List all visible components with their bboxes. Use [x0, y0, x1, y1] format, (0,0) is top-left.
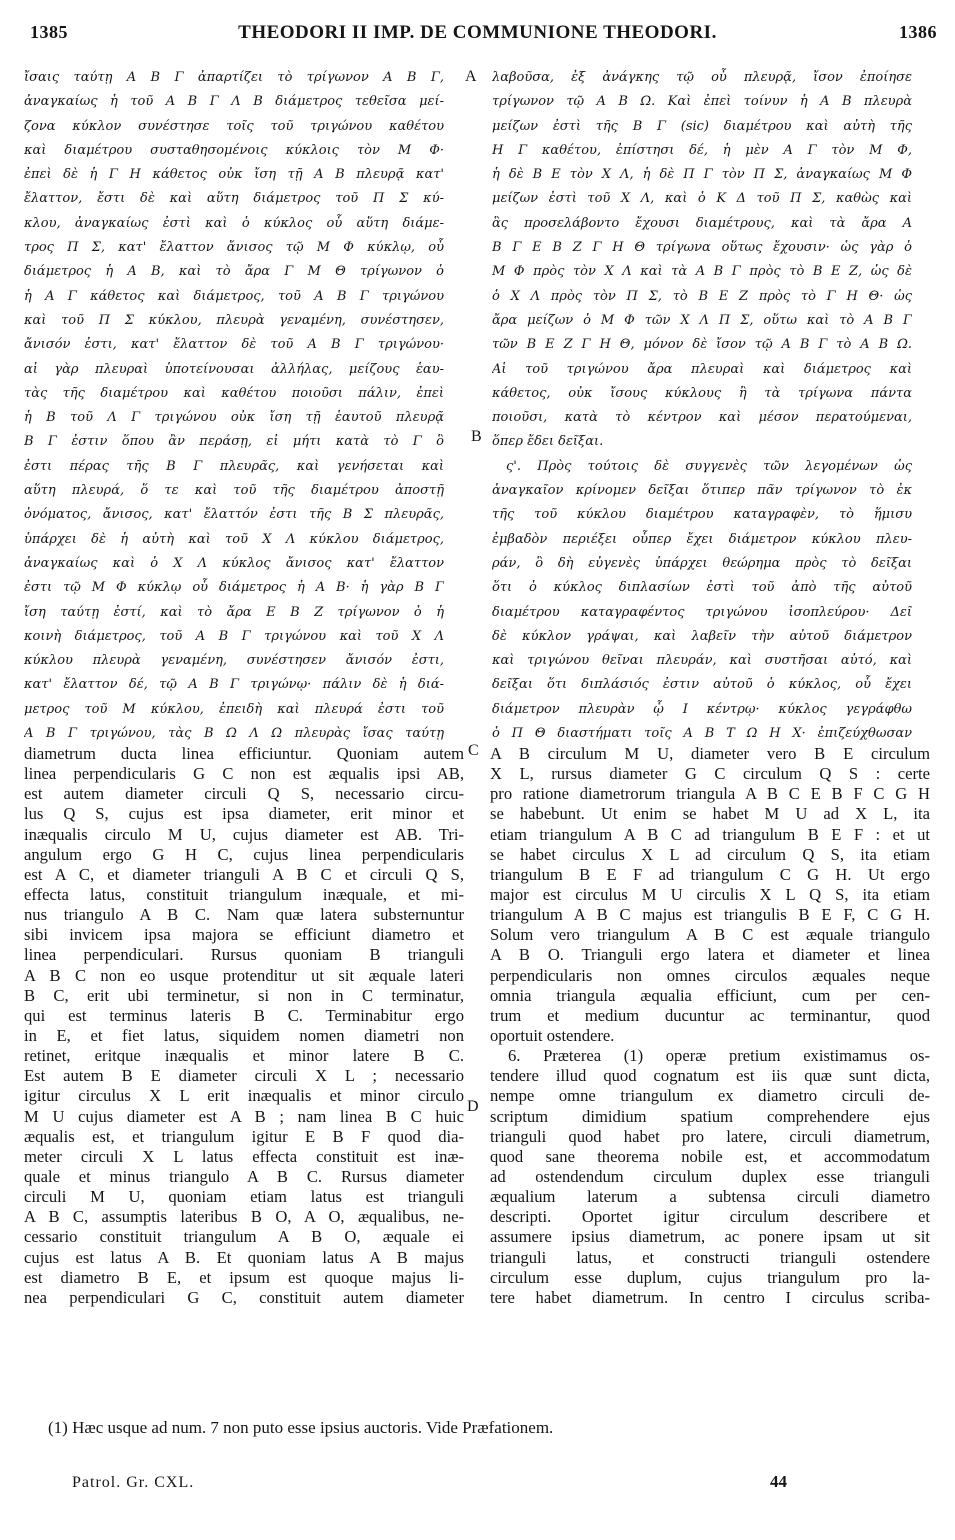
text-line: omnia triangula æqualia efficiunt, cum per cen-: [490, 985, 930, 1005]
text-line: τὰς τῆς διαμέτρου καὶ καθέτου ποιοῦσι πάλιν, ἐπεὶ: [24, 385, 444, 401]
text-line: sibi invicem ipsa majora se efficiunt diametro et: [24, 925, 464, 945]
text-line: B C, erit ubi terminetur, si non in C terminatur,: [24, 985, 464, 1005]
text-line: μείζων ἐστὶ τοῦ Χ Λ, καὶ ὁ Κ Δ τοῦ Π Σ, καθὼς καὶ: [492, 191, 912, 207]
text-line: μείζων ἐστὶ τῆς Β Γ (sic) διαμέτρου καὶ αὐτὴ τῆς: [492, 118, 912, 134]
text-line: tendere illud quod cognatum est iis quæ sunt dicta,: [490, 1066, 930, 1086]
text-line: ς'. Πρὸς τούτοις δὲ συγγενὲς τῶν λεγομένων ὡς: [506, 458, 912, 474]
text-line: ἃς προσελάβοντο ἔχουσι διαμέτρους, καὶ τὰ ἄρα Α: [492, 215, 912, 231]
text-line: æqualis est, et triangulum igitur E B F quod dia-: [24, 1126, 464, 1146]
running-header: [0, 22, 955, 52]
text-line: ὅτι ὁ κύκλος διπλασίων ἐστὶ τοῦ ἀπὸ τῆς αὐτοῦ: [492, 580, 912, 596]
greek-text-left-column: [24, 66, 444, 746]
text-line: est diametro B E, et ipsum est quoque majus li-: [24, 1267, 464, 1287]
text-line: ὑπάρχει δὲ ἡ αὐτὴ καὶ τοῦ Χ Λ κύκλου διάμετρος,: [24, 531, 444, 547]
text-line: assumere ipsius diametrum, ac ponere ipsam ut sit: [490, 1227, 930, 1247]
text-line: ἀναγκαίως καὶ ὁ Χ Λ κύκλος ἄνισος κατ' ἔλαττον: [24, 555, 444, 571]
text-line: perpendicularis non omnes circulos æquales neque: [490, 965, 930, 985]
text-line: ἐστι τῷ Μ Φ κύκλῳ οὗ διάμετρος ἡ Α Β· ἡ γὰρ Β Γ: [24, 580, 444, 596]
greek-text-right-column: [492, 66, 912, 746]
text-line: A B C, assumptis lateribus B O, A O, æqualibus, ne-: [24, 1207, 464, 1227]
text-line: quale et minus triangulo A B C. Rursus diameter: [24, 1166, 464, 1186]
text-line: καὶ τριγώνου θεῖναι πλευράν, καὶ συστῆσαι αὐτό, καὶ: [492, 653, 912, 669]
footer-sheet-number: 44: [770, 1472, 787, 1491]
text-line: ἐπεὶ δὲ ἡ Γ Η κάθετος οὐκ ἴση τῇ Α Β πλευρᾷ κατ': [24, 167, 444, 183]
text-line: κλου, ἀναγκαίως ἐστὶ καὶ ὁ κύκλος οὗ αὕτη διάμε-: [24, 215, 444, 231]
text-line: M U cujus diameter est A B ; nam linea B C huic: [24, 1106, 464, 1126]
text-line: A B C non eo usque protenditur ut sit æquale lateri: [24, 965, 464, 985]
text-line: ἀναγκαῖον κρίνομεν δεῖξαι ὅτιπερ πᾶν τρίγωνον τὸ ἐκ: [492, 483, 912, 499]
text-line: λαβοῦσα, ἐξ ἀνάγκης τῷ οὖ πλευρᾷ, ἴσον ἐποίησε: [492, 70, 912, 85]
text-line: trianguli quod habet pro latere, circuli diametrum,: [490, 1126, 930, 1146]
text-line: nempe omne triangulum ex diametro circuli de-: [490, 1086, 930, 1106]
latin-text-right-column: [490, 744, 930, 1308]
text-line: lus Q S, cujus est ipsa diameter, erit minor et: [24, 804, 464, 824]
text-line: est autem diameter circuli Q S, necessario circu-: [24, 784, 464, 804]
text-line: pro ratione diametrorum triangula A B C E B F C G H: [490, 784, 930, 804]
latin-text-left-column: [24, 744, 464, 1308]
text-line: meter circuli X L latus effecta constituit est inæ-: [24, 1146, 464, 1166]
text-line: se habet circulus X L ad circulum Q S, ita etiam: [490, 844, 930, 864]
text-line: major est circulus M U circulis X L Q S, ita etiam: [490, 884, 930, 904]
text-line: δεῖξαι ὅτι διπλάσιός ἐστιν αὐτοῦ ὁ κύκλος, οὗ ἔχει: [492, 677, 912, 693]
text-line: ράν, ὃ δὴ εὐγενὲς ὑπάρχει θεώρημα πρὸς τὸ δεῖξαι: [492, 555, 912, 571]
text-line: ὀνόματος, ἄνισος, κατ' ἔλαττόν ἐστι τῆς Β Σ πλευρᾶς,: [24, 507, 444, 523]
text-line: ἔλαττον, ἔστι δὲ καὶ αὕτη διάμετρος τοῦ Π Σ κύ-: [24, 191, 444, 207]
margin-marker-b: B: [471, 428, 482, 445]
margin-marker-c: C: [468, 742, 479, 759]
text-line: diametrum ducta linea efficiuntur. Quoniam autem: [24, 744, 464, 763]
text-line: triangulum A B C majus est triangulis B E F, C G H.: [490, 905, 930, 925]
text-line: ὁ Χ Λ πρὸς τὸν Π Σ, τὸ Β Ε Ζ πρὸς τὸ Γ Η Θ· ὡς: [492, 288, 912, 304]
text-line: τρος Π Σ, κατ' ἔλαττον ἄνισος τῷ Μ Φ κύκλῳ, οὗ: [24, 240, 444, 256]
text-line: καὶ διαμέτρου συσταθησομένοις κύκλοις τὸν Μ Φ·: [24, 142, 444, 158]
text-line: descripti. Oportet igitur circulum describere et: [490, 1207, 930, 1227]
text-line: æqualium laterum a subtensa circuli diametro: [490, 1187, 930, 1207]
text-line: etiam triangulum A B C ad triangulum B E F : et ut: [490, 824, 930, 844]
text-line: Solum vero triangulum A B C est æquale triangulo: [490, 925, 930, 945]
text-line: ζονα κύκλον συνέστησε τοῖς τοῦ τριγώνου καθέτου: [24, 118, 444, 134]
running-title: THEODORI II IMP. DE COMMUNIONE THEODORI.: [238, 22, 717, 43]
footnote: (1) Hæc usque ad num. 7 non puto esse ipsius auctoris. Vide Præfationem.: [48, 1418, 554, 1437]
text-line: ὅπερ ἔδει δεῖξαι.: [492, 434, 604, 450]
text-line: κατ' ἔλαττον δέ, τῷ Α Β Γ τριγώνῳ· πάλιν δὲ ἡ διά-: [24, 677, 444, 693]
text-line: ἡ δὲ Β Ε τὸν Χ Λ, ἡ δὲ Π Γ τὸν Π Σ, ἀναγκαίως Μ Φ: [492, 167, 912, 183]
text-line: τῶν Β Ε Ζ Γ Η Θ, μόνον δὲ ἴσον τῷ Α Β Γ τὸ Α Β Ω.: [492, 337, 912, 353]
text-line: ἄρα μείζων ὁ Μ Φ τῶν Χ Λ Π Σ, οὕτω καὶ τὸ Α Β Γ: [492, 312, 912, 328]
text-line: linea perpendicularis G C non est æqualis ipsi AB,: [24, 764, 464, 784]
text-line: ποιοῦσι, κατὰ τὸ κέντρον καὶ μέσον περατούμεναι,: [492, 410, 912, 426]
text-line: διάμετρος ἡ Α Β, καὶ τὸ ἄρα Γ Μ Θ τρίγωνον ὁ: [24, 264, 444, 280]
text-line: quod sane theorema nobile est, et accommodatum: [490, 1146, 930, 1166]
text-line: ἡ Β τοῦ Λ Γ τριγώνου οὐκ ἴση τῇ ἑαυτοῦ πλευρᾷ: [24, 410, 444, 426]
text-line: trianguli latus, et constructi trianguli ostendere: [490, 1247, 930, 1267]
text-line: διαμέτρου καταγραφέντος τριγώνου ἰσοπλεύρου· Δεῖ: [492, 604, 912, 620]
text-line: ἀναγκαίως ἡ τοῦ Α Β Γ Λ Β διάμετρος τεθεῖσα μεί-: [24, 94, 444, 110]
text-line: καὶ τοῦ Π Σ κύκλου, πλευρὰ γεναμένη, συνέστησεν,: [24, 312, 444, 328]
text-line: in E, et fiet latus, siquidem nomen diametri non: [24, 1025, 464, 1045]
text-line: Η Γ καθέτου, ἐπίστησι δέ, ἡ μὲν Α Γ τὸν Μ Φ,: [492, 142, 912, 158]
text-line: ἴση ταύτῃ ἐστί, καὶ τὸ ἄρα Ε Β Ζ τρίγωνον ὁ ἡ: [24, 604, 444, 620]
text-line: κοινὴ διάμετρος, τοῦ Α Β Γ τριγώνου καὶ τοῦ Χ Λ: [24, 628, 444, 644]
text-line: cujus est latus A B. Et quoniam latus A B majus: [24, 1247, 464, 1267]
text-line: igitur circulus X L erit inæqualis et minor circulo: [24, 1086, 464, 1106]
text-line: Αἱ τοῦ τριγώνου ἄρα πλευραὶ καὶ διάμετρος καὶ: [492, 361, 912, 377]
right-page-number: 1386: [899, 22, 937, 42]
text-line: δὲ κύκλον γράψαι, καὶ λαβεῖν τὴν αὐτοῦ διάμετρον: [492, 628, 912, 644]
text-line: oportuit ostendere.: [490, 1025, 615, 1045]
text-line: X L, rursus diameter G C circulum Q S : certe: [490, 764, 930, 784]
text-line: τῆς τοῦ κύκλου διαμέτρου καταγραφὲν, τὸ ἥμισυ: [492, 507, 912, 523]
text-line: κάθετος, οὐκ ἴσους κύκλους ἢ τὰ τρίγωνα πάντα: [492, 385, 912, 401]
text-line: retinet, eritque inæqualis et minor latere B C.: [24, 1046, 464, 1066]
text-line: A B O. Trianguli ergo latera et diameter et linea: [490, 945, 930, 965]
margin-marker-d: D: [467, 1098, 479, 1115]
text-line: αὕτη πλευρά, ὅ τε καὶ τοῦ τῆς διαμέτρου ἀποστῇ: [24, 483, 444, 499]
text-line: ἴσαις ταύτῃ Α Β Γ ἀπαρτίζει τὸ τρίγωνον Α Β Γ,: [24, 70, 444, 85]
text-line: ἐμβαδὸν περιέξει οὗπερ ἔχει διάμετρον κύκλου πλευ-: [492, 531, 912, 547]
text-line: Β Γ ἐστιν ὅπου ἂν περάσῃ, εἰ μήτι κατὰ τὸ Γ ὃ: [24, 434, 444, 450]
text-line: cessario constituit triangulum A B O, æquale ei: [24, 1227, 464, 1247]
text-line: ἐστι πέρας τῆς Β Γ πλευρᾶς, καὶ γενήσεται καὶ: [24, 458, 444, 474]
text-line: 6. Præterea (1) operæ pretium existimamus os-: [508, 1046, 930, 1066]
text-line: trum et medium ducuntur ac terminantur, quod: [490, 1005, 930, 1025]
text-line: est A C, et diameter trianguli A B C et circuli Q S,: [24, 864, 464, 884]
text-line: ὁ Π Θ διαστήματι τοῖς Α Β Τ Ω Η Χ· ἐπιζεύχθωσαν: [492, 726, 912, 742]
text-line: circuli M U, quoniam etiam latus est trianguli: [24, 1187, 464, 1207]
text-line: A B circulum M U, diameter vero B E circulum: [490, 744, 930, 763]
text-line: ἡ Α Γ κάθετος καὶ διάμετρος, τοῦ Α Β Γ τριγώνου: [24, 288, 444, 304]
text-line: triangulum B E F ad triangulum C G H. Ut ergo: [490, 864, 930, 884]
text-line: inæqualis circulo M U, cujus diameter est AB. Tri-: [24, 824, 464, 844]
text-line: Α Β Γ τριγώνου, τὰς Β Ω Λ Ω πλευρὰς ἴσας ταύτῃ: [24, 726, 444, 742]
text-line: nus triangulo A B C. Nam quæ latera substernuntur: [24, 905, 464, 925]
text-line: Β Γ Ε Β Ζ Γ Η Θ τρίγωνα οὕτως ἔχουσιν· ὡς γὰρ ὁ: [492, 240, 912, 256]
margin-marker-a: A: [465, 68, 477, 85]
text-line: effecta latus, constituit triangulum inæquale, et mi-: [24, 884, 464, 904]
text-line: μετρος τοῦ Μ κύκλου, ἐπειδὴ καὶ πλευρά ἐστι τοῦ: [24, 701, 444, 717]
text-line: angulum ergo G H C, cujus linea perpendicularis: [24, 844, 464, 864]
text-line: se habebunt. Ut enim se habet M U ad X L, ita: [490, 804, 930, 824]
text-line: αἱ γὰρ πλευραὶ ὑποτείνουσαι ἀλλήλας, μείζους ἑαυ-: [24, 361, 444, 377]
text-line: διάμετρον πλευρὰν ᾧ Ι κέντρῳ· κύκλος γεγράφθω: [492, 701, 912, 717]
text-line: qui est terminus lateris B C. Terminabitur ergo: [24, 1005, 464, 1025]
text-line: scriptum dimidium spatium comprehendere ejus: [490, 1106, 930, 1126]
text-line: Μ Φ πρὸς τὸν Χ Λ καὶ τὰ Α Β Γ πρὸς τὸ Β Ε Ζ, ὡς δὲ: [492, 264, 912, 280]
text-line: Est autem B E diameter circuli X L ; necessario: [24, 1066, 464, 1086]
text-line: ἄνισόν ἐστι, κατ' ἔλαττον δὲ τοῦ Α Β Γ τριγώνου·: [24, 337, 444, 353]
text-line: tere habet diametrum. In centro I circulus scriba-: [490, 1287, 930, 1307]
text-line: nea perpendiculari G C, constituit autem diameter: [24, 1287, 464, 1307]
left-page-number: 1385: [30, 22, 68, 42]
text-line: κύκλου πλευρὰ γεναμένη, συνέστησεν ἄνισόν ἐστι,: [24, 653, 444, 669]
footer-signature: Patrol. Gr. CXL.: [72, 1474, 195, 1491]
text-line: ad ostendendum circulum duplex esse trianguli: [490, 1166, 930, 1186]
text-line: linea perpendiculari. Rursus quoniam B trianguli: [24, 945, 464, 965]
text-line: τρίγωνον τῷ Α Β Ω. Καὶ ἐπεὶ τοίνυν ἡ Α Β πλευρὰ: [492, 94, 912, 110]
text-line: circulum esse duplum, cujus triangulum pro la-: [490, 1267, 930, 1287]
